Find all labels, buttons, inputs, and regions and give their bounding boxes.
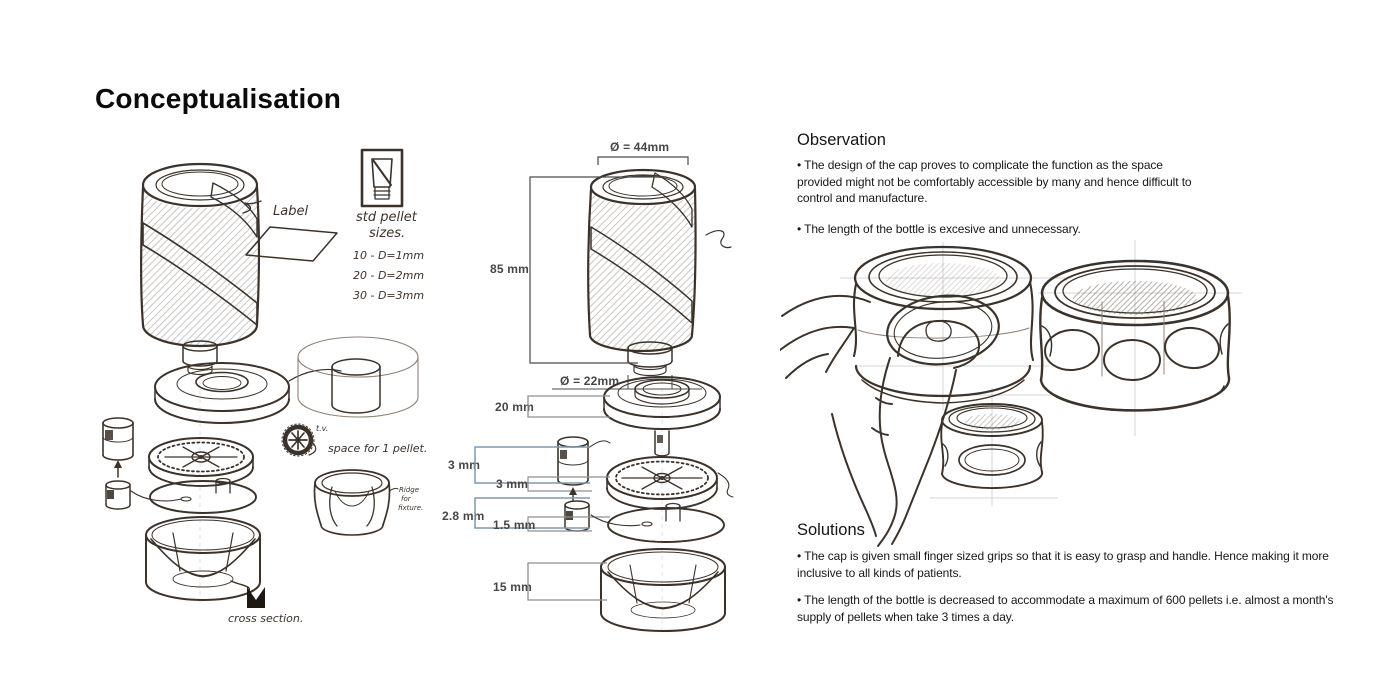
- observation-heading: Observation: [797, 131, 886, 149]
- cap-ring-sketch: [155, 363, 341, 423]
- dimensioned-sketch: [440, 135, 770, 660]
- page-title: Conceptualisation: [95, 83, 342, 114]
- cross-section-note: [228, 581, 303, 625]
- dimension-base: 15 mm: [493, 580, 533, 594]
- bottle-sketch: [141, 164, 259, 375]
- top-view-label: t.v.: [316, 424, 329, 433]
- grip-cup-sketch: [314, 470, 423, 535]
- grip-holes: [1044, 326, 1221, 380]
- svg-text:20 - D=2mm: 20 - D=2mm: [353, 269, 425, 282]
- pellet-space-note: space for 1 pellet.: [328, 442, 428, 455]
- cap-section-sketch: [298, 337, 418, 417]
- label-connector-squiggle: [706, 231, 731, 248]
- dimension-top-diameter: Ø = 44mm: [610, 140, 670, 154]
- pin-cylinder-1: [558, 437, 588, 485]
- svg-text:10 - D=1mm: 10 - D=1mm: [353, 249, 425, 262]
- pin-cylinder-2: [565, 487, 589, 531]
- base-container-sketch: [146, 517, 260, 600]
- dimension-neck-diameter: Ø = 22mm: [560, 374, 620, 388]
- dimension-pin-b: 2.8 mm: [442, 509, 485, 523]
- dimension-cap: 20 mm: [495, 400, 535, 414]
- solutions-bullet-2: • The length of the bottle is decreased to accommodate a maximum of 600 pellets i.e. almost a month's supply of pellets when take 3 times a day.: [797, 593, 1334, 624]
- left-exploded-sketch: [85, 135, 465, 655]
- dimension-bracket-3b: [528, 477, 610, 491]
- base-container-sketch: [601, 549, 725, 631]
- label-text: Label: [273, 204, 309, 219]
- dimension-disc: 3 mm: [496, 477, 529, 491]
- pin-cylinders-sketch: [103, 418, 133, 509]
- svg-text:fixture.: fixture.: [398, 504, 424, 512]
- pellet-thumbnail-frame: [362, 150, 402, 206]
- hand-grip-cap-sketch: [780, 247, 1033, 546]
- lid-sketch: [131, 479, 256, 514]
- svg-text:sizes.: sizes.: [369, 226, 406, 241]
- dimension-height: 85 mm: [490, 262, 530, 276]
- observation-bullet-2: • The length of the bottle is excesive and unnecessary.: [797, 222, 1081, 236]
- dimension-lid: 1.5 mm: [493, 518, 536, 532]
- pellet-wheel-sketch: [607, 457, 733, 509]
- dimension-box-20: [528, 396, 610, 417]
- svg-text:Ridge: Ridge: [399, 486, 420, 494]
- dimension-bracket-44: [598, 157, 688, 165]
- cross-section-label: cross section.: [228, 612, 304, 625]
- up-arrow: [114, 460, 122, 468]
- svg-text:for: for: [401, 495, 411, 503]
- solutions-heading: Solutions: [797, 521, 865, 539]
- dimension-box-15: [528, 563, 607, 600]
- pellet-wheel-sketch: [149, 438, 253, 486]
- bottle-sketch: [588, 170, 731, 376]
- dimension-pin-a: 3 mm: [448, 458, 481, 472]
- wheel-top-view-sketch: [282, 424, 427, 456]
- svg-text:30 - D=3mm: 30 - D=3mm: [353, 289, 425, 302]
- pellet-size-notes: [353, 210, 424, 302]
- svg-text:std pellet: std pellet: [356, 210, 417, 225]
- cap-grip-sketches: [780, 238, 1250, 548]
- observation-bullet-1: • The design of the cap proves to complicate the function as the space provided might not be comfortably accessible by many and hence difficult to control and manufacture.: [797, 158, 1192, 206]
- solutions-bullet-1: • The cap is given small finger sized grips so that it is easy to grasp and handle. Hence making it more inclusive to all kinds of patients.: [797, 549, 1329, 580]
